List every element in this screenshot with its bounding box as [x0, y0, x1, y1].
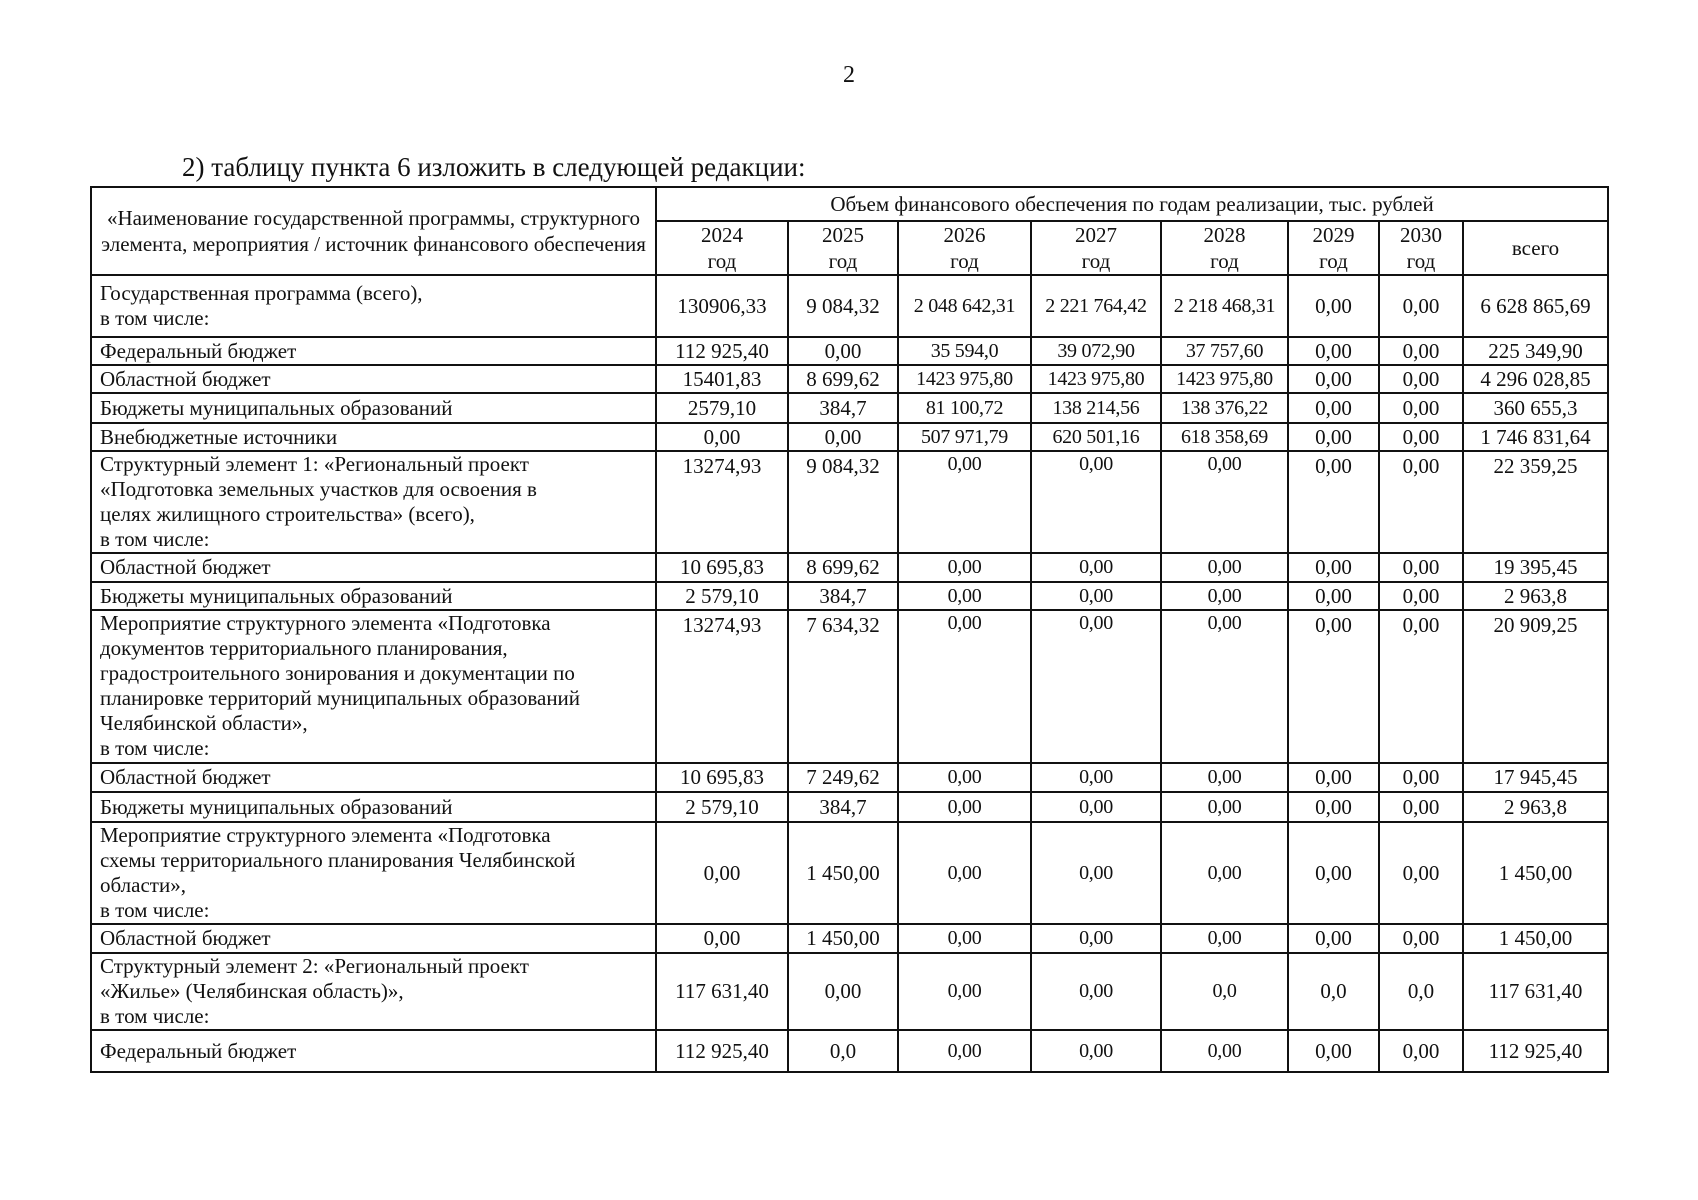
year-value-cell: 1 450,00: [788, 924, 898, 953]
year-header: 2030 год: [1379, 221, 1463, 275]
year-value-cell: 2 579,10: [656, 582, 788, 610]
row-name-line: планировке территорий муниципальных образований: [100, 686, 581, 710]
page-number: 2: [843, 62, 855, 88]
year-value-cell: 0,00: [1379, 337, 1463, 365]
year-value-cell: 0,00: [788, 337, 898, 365]
year-value-cell: 8 699,62: [788, 553, 898, 582]
year-value-cell: 0,00: [1379, 924, 1463, 953]
year-value-cell: 0,0: [1379, 953, 1463, 1030]
year-value-cell: 2 218 468,31: [1161, 275, 1288, 337]
year-value-cell: 0,00: [1379, 451, 1463, 553]
row-name-line: схемы территориального планирования Челябинской: [100, 848, 576, 872]
year-value-cell: 0,00: [1379, 582, 1463, 610]
year-header: 2025 год: [788, 221, 898, 275]
row-name-cell: [91, 822, 656, 924]
row-name-line: градостроительного зонирования и документации по: [100, 661, 575, 685]
year-value-cell: 384,7: [788, 582, 898, 610]
year-value-cell: 0,00: [1288, 792, 1379, 822]
row-name-line: Бюджеты муниципальных образований: [100, 794, 453, 819]
year-value-cell: 1423 975,80: [1031, 365, 1161, 393]
year-value-cell: 0,00: [898, 610, 1031, 763]
row-name-line: Челябинской области»,: [100, 711, 308, 735]
year-value-cell: 13274,93: [656, 610, 788, 763]
year-header: 2024 год: [656, 221, 788, 275]
row-name-line: в том числе:: [100, 306, 210, 330]
year-value-cell: 0,00: [1379, 792, 1463, 822]
total-value-cell: 17 945,45: [1463, 763, 1608, 792]
table-row: [91, 763, 1608, 792]
year-value-cell: 0,00: [1379, 553, 1463, 582]
year-value-cell: 507 971,79: [898, 423, 1031, 451]
year-value-cell: 0,00: [1288, 393, 1379, 423]
year-value-cell: 2 221 764,42: [1031, 275, 1161, 337]
year-value-cell: 0,00: [898, 451, 1031, 553]
table-row: [91, 275, 1608, 337]
year-value-cell: 0,00: [656, 822, 788, 924]
year-value-cell: 0,0: [1161, 953, 1288, 1030]
row-name-line: в том числе:: [100, 1004, 210, 1028]
year-value-cell: 0,00: [1031, 822, 1161, 924]
year-value-cell: 0,00: [1031, 582, 1161, 610]
year-value-cell: 1423 975,80: [898, 365, 1031, 393]
year-value-cell: 7 249,62: [788, 763, 898, 792]
total-value-cell: 20 909,25: [1463, 610, 1608, 763]
year-value-cell: 138 214,56: [1031, 393, 1161, 423]
year-value-cell: 0,00: [788, 423, 898, 451]
total-value-cell: 1 450,00: [1463, 822, 1608, 924]
table-row: [91, 610, 1608, 763]
financing-table: [90, 186, 1609, 1073]
year-value-cell: 112 925,40: [656, 1030, 788, 1072]
year-header: 2026 год: [898, 221, 1031, 275]
table-body: [91, 275, 1608, 1072]
total-value-cell: 2 963,8: [1463, 792, 1608, 822]
row-name-line: Областной бюджет: [100, 926, 271, 950]
year-value-cell: 0,00: [1288, 610, 1379, 763]
year-value-cell: 0,00: [1031, 610, 1161, 763]
year-value-cell: 1423 975,80: [1161, 365, 1288, 393]
row-name-cell: [91, 337, 656, 365]
year-value-cell: 0,00: [1379, 423, 1463, 451]
year-value-cell: 0,00: [898, 763, 1031, 792]
table-row: [91, 953, 1608, 1030]
year-value-cell: 0,00: [1161, 792, 1288, 822]
year-value-cell: 2 579,10: [656, 792, 788, 822]
row-name-line: документов территориального планирования,: [100, 636, 508, 660]
year-value-cell: 0,00: [1288, 365, 1379, 393]
volume-header: Объем финансового обеспечения по годам реализации, тыс. рублей: [656, 187, 1608, 221]
year-value-cell: 0,00: [1161, 763, 1288, 792]
year-value-cell: 10 695,83: [656, 763, 788, 792]
table-row: [91, 924, 1608, 953]
year-value-cell: 0,00: [1379, 393, 1463, 423]
row-name-line: Мероприятие структурного элемента «Подготовка: [100, 823, 551, 847]
year-value-cell: 0,00: [1288, 337, 1379, 365]
total-value-cell: 117 631,40: [1463, 953, 1608, 1030]
year-value-cell: 0,00: [788, 953, 898, 1030]
table-row: [91, 822, 1608, 924]
row-name-cell: [91, 393, 656, 423]
year-value-cell: 0,00: [1161, 582, 1288, 610]
total-value-cell: 2 963,8: [1463, 582, 1608, 610]
row-name-line: Областной бюджет: [100, 765, 271, 789]
year-value-cell: 138 376,22: [1161, 393, 1288, 423]
year-value-cell: 0,00: [1031, 924, 1161, 953]
year-value-cell: 0,00: [1379, 610, 1463, 763]
year-value-cell: 0,00: [1288, 275, 1379, 337]
row-name-line: в том числе:: [100, 898, 210, 922]
total-value-cell: 1 746 831,64: [1463, 423, 1608, 451]
year-value-cell: 1 450,00: [788, 822, 898, 924]
year-value-cell: 0,00: [1379, 763, 1463, 792]
year-value-cell: 0,00: [1379, 1030, 1463, 1072]
row-name-line: Федеральный бюджет: [100, 338, 297, 363]
year-value-cell: 0,00: [898, 792, 1031, 822]
total-value-cell: 360 655,3: [1463, 393, 1608, 423]
row-name-cell: [91, 792, 656, 822]
year-value-cell: 384,7: [788, 792, 898, 822]
row-name-line: в том числе:: [100, 527, 210, 551]
year-value-cell: 0,00: [656, 924, 788, 953]
row-name-line: «Подготовка земельных участков для освоения в: [100, 477, 537, 501]
row-name-cell: [91, 763, 656, 792]
row-name-line: Бюджеты муниципальных образований: [100, 395, 453, 420]
year-value-cell: 0,00: [1161, 451, 1288, 553]
year-value-cell: 81 100,72: [898, 393, 1031, 423]
year-value-cell: 0,00: [1031, 792, 1161, 822]
year-value-cell: 0,00: [1288, 822, 1379, 924]
intro-text: 2) таблицу пункта 6 изложить в следующей редакции:: [182, 152, 806, 182]
year-value-cell: 0,00: [898, 822, 1031, 924]
row-name-cell: [91, 582, 656, 610]
year-header: 2028 год: [1161, 221, 1288, 275]
total-header: всего: [1463, 221, 1608, 275]
year-value-cell: 0,0: [788, 1030, 898, 1072]
row-name-cell: [91, 423, 656, 451]
table-row: [91, 393, 1608, 423]
total-value-cell: 4 296 028,85: [1463, 365, 1608, 393]
row-name-cell: [91, 924, 656, 953]
total-value-cell: 225 349,90: [1463, 337, 1608, 365]
year-value-cell: 0,00: [1031, 553, 1161, 582]
year-value-cell: 0,00: [656, 423, 788, 451]
year-header: 2027 год: [1031, 221, 1161, 275]
total-value-cell: 19 395,45: [1463, 553, 1608, 582]
table-row: [91, 423, 1608, 451]
year-value-cell: 0,00: [1161, 610, 1288, 763]
year-value-cell: 35 594,0: [898, 337, 1031, 365]
year-value-cell: 13274,93: [656, 451, 788, 553]
year-value-cell: 2 048 642,31: [898, 275, 1031, 337]
row-name-cell: [91, 553, 656, 582]
year-value-cell: 0,00: [1161, 1030, 1288, 1072]
row-name-line: Структурный элемент 2: «Региональный проект: [100, 954, 529, 978]
year-value-cell: 0,00: [1288, 1030, 1379, 1072]
row-name-line: целях жилищного строительства» (всего),: [100, 502, 475, 526]
year-value-cell: 0,00: [1288, 451, 1379, 553]
table-row: [91, 451, 1608, 553]
row-name-line: Областной бюджет: [100, 366, 271, 391]
year-value-cell: 0,0: [1288, 953, 1379, 1030]
year-value-cell: 15401,83: [656, 365, 788, 393]
year-value-cell: 0,00: [1161, 924, 1288, 953]
row-name-cell: [91, 610, 656, 763]
year-value-cell: 384,7: [788, 393, 898, 423]
row-name-cell: [91, 1030, 656, 1072]
year-value-cell: 0,00: [1288, 924, 1379, 953]
year-value-cell: 0,00: [1031, 763, 1161, 792]
row-name-cell: [91, 365, 656, 393]
year-value-cell: 8 699,62: [788, 365, 898, 393]
year-value-cell: 0,00: [1379, 822, 1463, 924]
year-value-cell: 0,00: [1161, 822, 1288, 924]
table-row: [91, 337, 1608, 365]
year-value-cell: 37 757,60: [1161, 337, 1288, 365]
year-value-cell: 0,00: [898, 553, 1031, 582]
table-row: [91, 365, 1608, 393]
row-name-cell: [91, 953, 656, 1030]
year-value-cell: 0,00: [898, 1030, 1031, 1072]
total-value-cell: 1 450,00: [1463, 924, 1608, 953]
year-value-cell: 39 072,90: [1031, 337, 1161, 365]
year-value-cell: 0,00: [898, 924, 1031, 953]
year-value-cell: 620 501,16: [1031, 423, 1161, 451]
year-value-cell: 0,00: [1288, 763, 1379, 792]
table-row: [91, 1030, 1608, 1072]
name-column-header: «Наименование государственной программы, структурного элемента, мероприятия / источник финансового обеспечения: [91, 187, 656, 275]
year-value-cell: 0,00: [898, 582, 1031, 610]
row-name-cell: [91, 275, 656, 337]
table-row: [91, 792, 1608, 822]
year-value-cell: 9 084,32: [788, 275, 898, 337]
total-value-cell: 112 925,40: [1463, 1030, 1608, 1072]
year-value-cell: 0,00: [898, 953, 1031, 1030]
year-header: 2029 год: [1288, 221, 1379, 275]
year-value-cell: 0,00: [1031, 1030, 1161, 1072]
row-name-line: Структурный элемент 1: «Региональный проект: [100, 452, 529, 476]
row-name-line: области»,: [100, 873, 186, 897]
year-value-cell: 0,00: [1031, 451, 1161, 553]
table-row: [91, 553, 1608, 582]
table-row: [91, 582, 1608, 610]
row-name-cell: [91, 451, 656, 553]
year-value-cell: 9 084,32: [788, 451, 898, 553]
total-value-cell: 22 359,25: [1463, 451, 1608, 553]
row-name-line: Федеральный бюджет: [100, 1038, 297, 1063]
year-value-cell: 618 358,69: [1161, 423, 1288, 451]
row-name-line: «Жилье» (Челябинская область)»,: [100, 979, 404, 1003]
year-value-cell: 0,00: [1031, 953, 1161, 1030]
row-name-line: Мероприятие структурного элемента «Подготовка: [100, 611, 551, 635]
row-name-line: в том числе:: [100, 736, 210, 760]
year-value-cell: 0,00: [1379, 365, 1463, 393]
year-value-cell: 0,00: [1379, 275, 1463, 337]
row-name-line: Внебюджетные источники: [100, 424, 338, 449]
year-value-cell: 2579,10: [656, 393, 788, 423]
total-value-cell: 6 628 865,69: [1463, 275, 1608, 337]
year-value-cell: 0,00: [1288, 582, 1379, 610]
row-name-line: Бюджеты муниципальных образований: [100, 583, 453, 608]
year-value-cell: 10 695,83: [656, 553, 788, 582]
year-value-cell: 112 925,40: [656, 337, 788, 365]
row-name-line: Государственная программа (всего),: [100, 281, 423, 305]
year-value-cell: 117 631,40: [656, 953, 788, 1030]
row-name-line: Областной бюджет: [100, 555, 271, 579]
year-value-cell: 7 634,32: [788, 610, 898, 763]
year-value-cell: 0,00: [1288, 553, 1379, 582]
year-value-cell: 0,00: [1161, 553, 1288, 582]
year-value-cell: 0,00: [1288, 423, 1379, 451]
year-value-cell: 130906,33: [656, 275, 788, 337]
